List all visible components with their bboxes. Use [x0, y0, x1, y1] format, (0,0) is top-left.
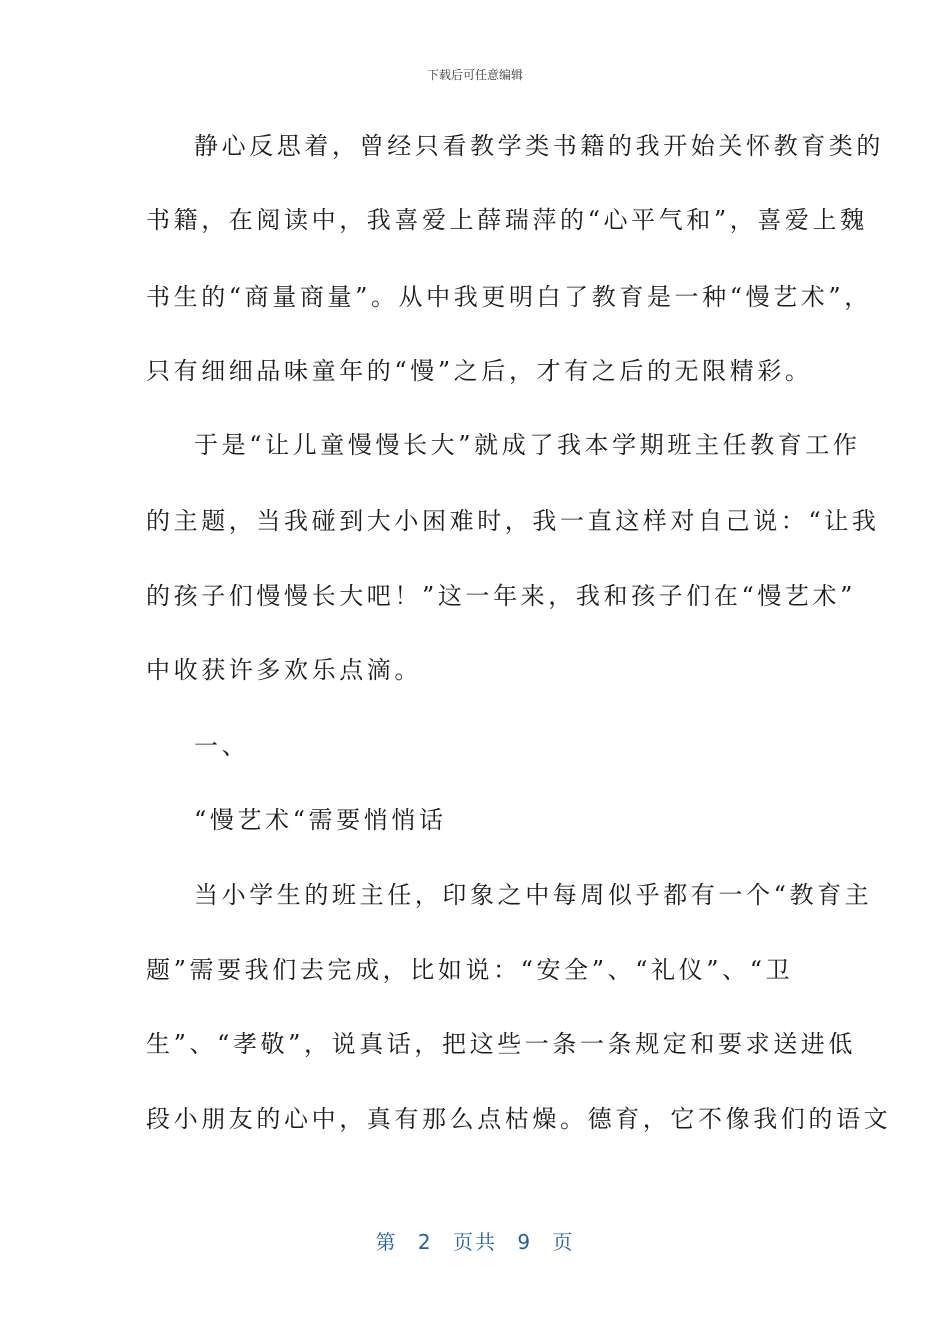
paragraph-line: 段小朋友的心中，真有那么点枯燥。德育，它不像我们的语文 [146, 1105, 892, 1133]
paragraph-line: 只有细细品味童年的“慢”之后，才有之后的无限精彩。 [146, 357, 813, 385]
page-mid: 页共 [453, 1230, 497, 1254]
paragraph-line: 当小学生的班主任，印象之中每周似乎都有一个“教育主 [194, 881, 873, 909]
paragraph-line: 书籍，在阅读中，我喜爱上薛瑞萍的“心平气和”，喜爱上魏 [146, 206, 868, 234]
paragraph-line: 静心反思着，曾经只看教学类书籍的我开始关怀教育类的 [194, 132, 884, 160]
page-current: 2 [417, 1230, 433, 1254]
page-number-footer [0, 1226, 950, 1255]
paragraph-line: 题”需要我们去完成，比如说：“安全”、“礼仪”、“卫 [146, 956, 794, 984]
paragraph-line: 书生的“商量商量”。从中我更明白了教育是一种“慢艺术”， [146, 283, 872, 311]
page-total: 9 [517, 1230, 533, 1254]
paragraph-line: 于是“让儿童慢慢长大”就成了我本学期班主任教育工作 [194, 431, 861, 459]
page-suffix: 页 [552, 1230, 575, 1254]
paragraph-line: 的孩子们慢慢长大吧！”这一年来，我和孩子们在“慢艺术” [146, 582, 857, 610]
paragraph-line: 生”、“孝敬”，说真话，把这些一条一条规定和要求送进低 [146, 1030, 857, 1058]
header-note: 下载后可任意编辑 [426, 68, 523, 82]
section-number: 一、 [194, 732, 250, 760]
section-heading: “慢艺术“需要悄悄话 [194, 806, 447, 834]
page-prefix: 第 [375, 1230, 398, 1254]
paragraph-line: 的主题，当我碰到大小困难时，我一直这样对自己说：“让我 [146, 507, 880, 535]
paragraph-line: 中收获许多欢乐点滴。 [146, 656, 422, 684]
